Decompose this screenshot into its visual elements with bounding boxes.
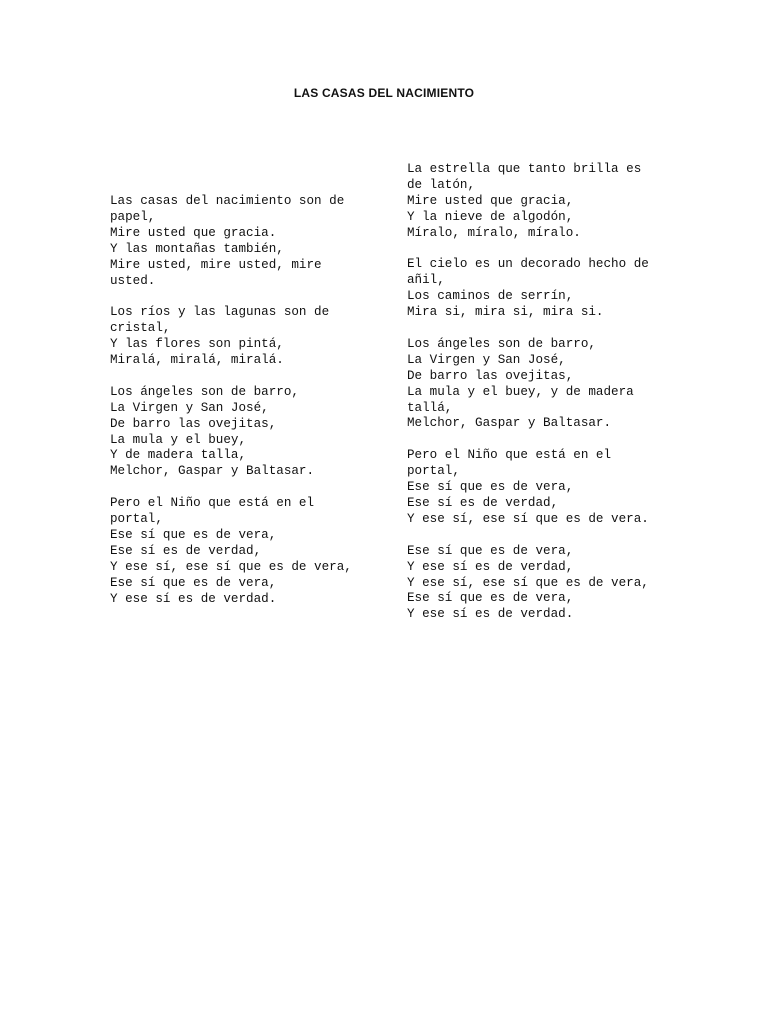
lyric-line: Y ese sí es de verdad. [407,607,574,622]
lyric-line: Y ese sí, ese sí que es de vera, [110,559,352,574]
lyric-line: Ese sí que es de vera, [110,575,277,590]
lyric-line: La mula y el buey, [110,432,247,447]
stanza [407,337,687,432]
stanza [110,305,380,369]
lyric-line: usted. [110,273,156,288]
lyric-line: Pero el Niño que está en el [407,448,612,463]
stanza [110,385,380,480]
lyric-line: Mire usted que gracia, [407,193,574,208]
lyric-line: portal, [110,512,163,527]
lyric-line: Mire usted que gracia. [110,225,277,240]
lyric-line: Ese sí que es de vera, [407,591,574,606]
lyrics-column-right [407,162,687,639]
lyric-line: Mira si, mira si, mira si. [407,305,604,320]
lyric-line: Ese sí es de verdad, [407,495,559,510]
stanza [407,544,687,624]
lyric-line: Ese sí que es de vera, [407,543,574,558]
lyric-line: Ese sí es de verdad, [110,543,262,558]
lyrics-column-left [110,194,380,623]
lyric-line: De barro las ovejitas, [407,368,574,383]
stanza [407,162,687,242]
lyric-line: La estrella que tanto brilla es [407,162,642,176]
lyric-line: Y ese sí, ese sí que es de vera, [407,575,649,590]
lyric-line: Pero el Niño que está en el [110,496,315,511]
lyric-line: Los ángeles son de barro, [110,384,299,399]
lyric-line: Los ríos y las lagunas son de [110,305,330,320]
stanza [110,496,380,607]
lyric-line: papel, [110,209,156,224]
lyric-line: Y las flores son pintá, [110,337,284,352]
stanza [110,194,380,289]
lyric-line: Ese sí que es de vera, [407,480,574,495]
lyric-line: Miralá, miralá, miralá. [110,353,284,368]
lyric-line: tallá, [407,400,453,415]
lyric-line: Y las montañas también, [110,241,284,256]
lyric-line: Mire usted, mire usted, mire [110,257,322,272]
lyric-line: Los caminos de serrín, [407,289,574,304]
lyric-line: Y ese sí es de verdad, [407,559,574,574]
stanza [407,448,687,528]
lyric-line: de latón, [407,177,476,192]
lyric-line: Y ese sí, ese sí que es de vera. [407,511,649,526]
page-title: LAS CASAS DEL NACIMIENTO [293,86,475,100]
lyric-line: Melchor, Gaspar y Baltasar. [110,464,315,479]
lyric-line: Los ángeles son de barro, [407,336,596,351]
lyric-line: De barro las ovejitas, [110,416,277,431]
lyric-line: La Virgen y San José, [407,352,566,367]
lyric-line: cristal, [110,321,171,336]
lyric-line: El cielo es un decorado hecho de [407,257,649,272]
lyric-line: La Virgen y San José, [110,400,269,415]
lyric-line: Ese sí que es de vera, [110,527,277,542]
lyric-line: portal, [407,464,460,479]
lyric-line: Y de madera talla, [110,448,247,463]
lyric-line: Y ese sí es de verdad. [110,591,277,606]
lyric-line: Melchor, Gaspar y Baltasar. [407,416,612,431]
lyric-line: Las casas del nacimiento son de [110,194,345,208]
lyric-line: Y la nieve de algodón, [407,209,574,224]
lyric-line: añil, [407,273,445,288]
lyric-line: Míralo, míralo, míralo. [407,225,581,240]
lyric-line: La mula y el buey, y de madera [407,384,634,399]
stanza [407,257,687,321]
